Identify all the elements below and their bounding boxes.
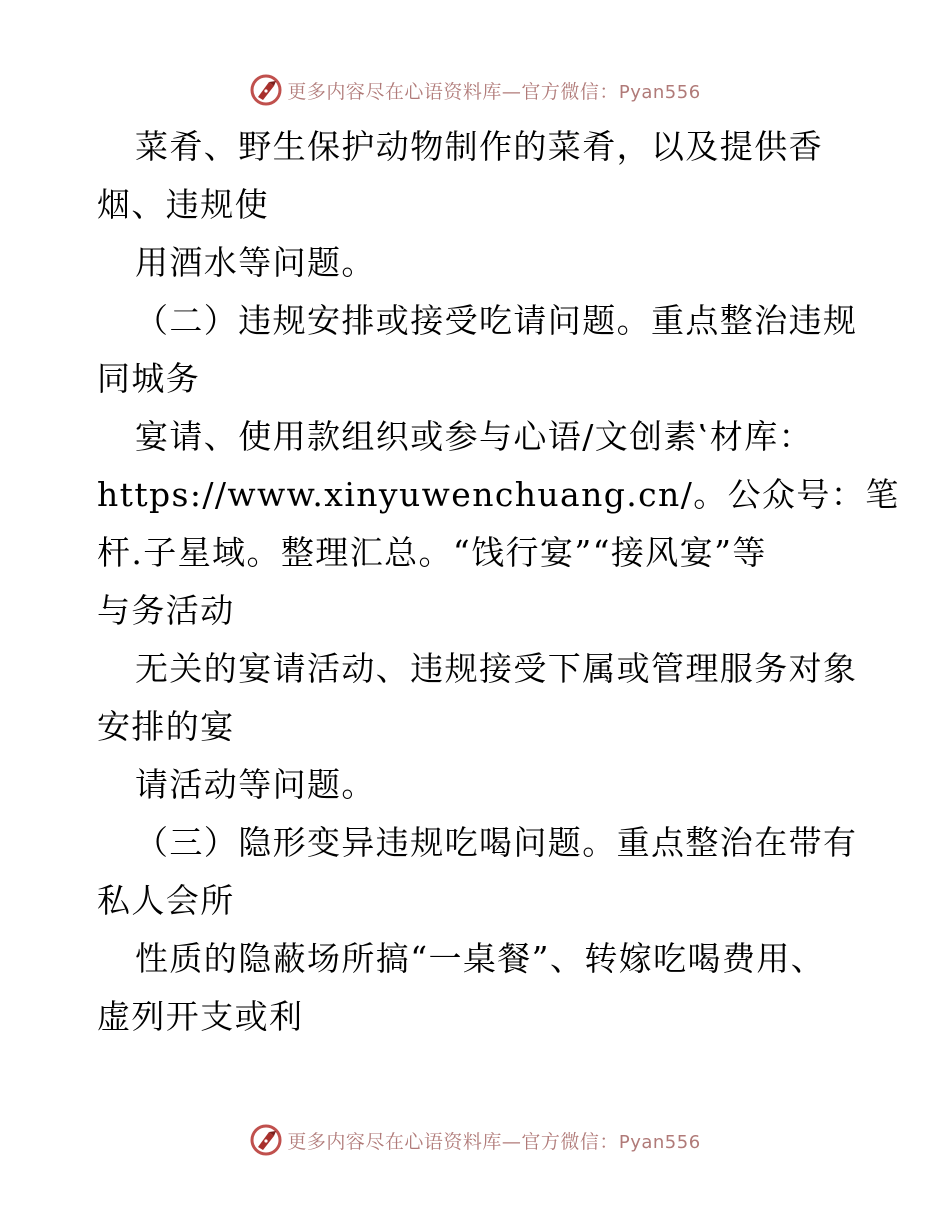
pen-nib-logo-icon xyxy=(249,73,283,107)
body-line: 性质的隐蔽场所搞“一桌餐”、转嫁吃喝费用、 xyxy=(135,939,826,978)
body-line: 用酒水等问题。 xyxy=(135,243,376,282)
body-line: 宴请、使用款组织或参与心语/文创素‛材库： xyxy=(135,417,814,456)
body-line: 安排的宴 xyxy=(97,707,235,746)
document-body xyxy=(97,118,900,1046)
body-line: 请活动等问题。 xyxy=(135,765,376,804)
footer-banner xyxy=(0,1122,950,1158)
header-banner xyxy=(0,72,950,108)
footer-banner-text: 更多内容尽在心语资料库—官方微信：Pyan556 xyxy=(287,1130,701,1153)
body-line: 杆.子星域。整理汇总。“饯行宴”“接风宴”等 xyxy=(97,533,767,572)
body-line: （二）违规安排或接受吃请问题。重点整治违规 xyxy=(135,301,858,340)
body-line: 虚列开支或利 xyxy=(97,997,304,1036)
body-line: 烟、违规使 xyxy=(97,185,269,224)
body-line: （三）隐形变异违规吃喝问题。重点整治在带有 xyxy=(135,823,858,862)
footer-wechat-id: Pyan556 xyxy=(618,1131,701,1153)
pen-nib-logo-icon xyxy=(249,1123,283,1157)
body-line: 无关的宴请活动、违规接受下属或管理服务对象 xyxy=(135,649,858,688)
body-line: 与务活动 xyxy=(97,591,235,630)
header-banner-text: 更多内容尽在心语资料库—官方微信：Pyan556 xyxy=(287,80,701,103)
body-line: https://www.xinyuwenchuang.cn/。公众号：笔 xyxy=(97,475,900,514)
body-line: 同城务 xyxy=(97,359,201,398)
header-wechat-id: Pyan556 xyxy=(618,81,701,103)
body-line: 私人会所 xyxy=(97,881,235,920)
body-line: 菜肴、野生保护动物制作的菜肴，以及提供香 xyxy=(135,127,823,166)
